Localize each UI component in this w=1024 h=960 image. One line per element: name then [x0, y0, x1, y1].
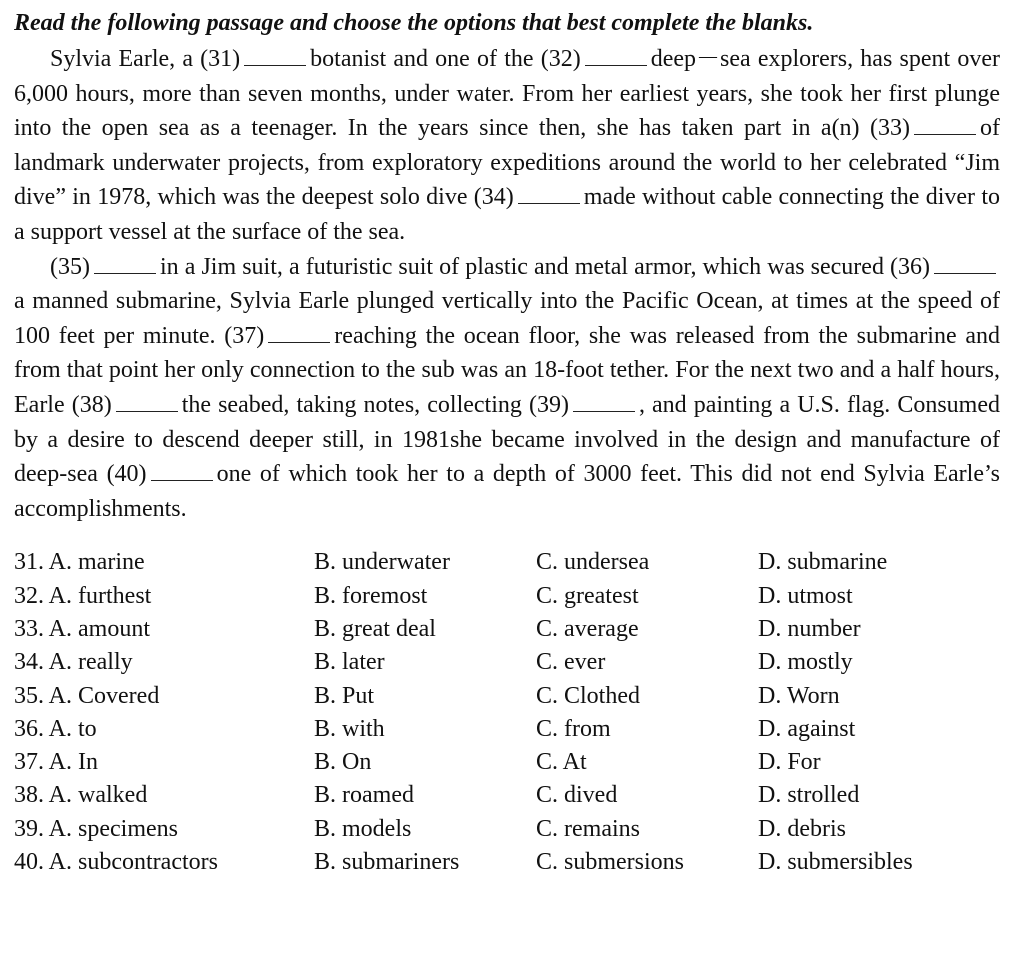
option-b: B. models	[314, 815, 412, 842]
option-row-31	[14, 546, 1000, 579]
option-b: B. Put	[314, 682, 375, 709]
option-row-32	[14, 580, 1000, 613]
option-b: B. with	[314, 715, 385, 742]
option-b: B. later	[314, 649, 385, 676]
option-d: D. mostly	[758, 649, 853, 676]
blank-35	[94, 255, 156, 274]
passage-text: of landmark underwater projects, from exploratory expeditions around the world to her celebrated “Jim dive” in 1978, which was the deepest solo dive (34)	[14, 115, 1000, 211]
passage-text: one of which took her to a depth of 3000 feet. This did not end Sylvia Earle’s accomplishments.	[14, 461, 1000, 522]
option-row-40	[14, 846, 1000, 879]
option-row-33	[14, 613, 1000, 646]
passage-text: in a Jim suit, a futuristic suit of plastic and metal armor, which was secured (36)	[159, 253, 930, 280]
option-row-38	[14, 779, 1000, 812]
option-row-36	[14, 713, 1000, 746]
option-a: 37. A. In	[14, 749, 98, 776]
passage-text: deep－sea explorers, has spent over 6,000 hours, more than seven months, under water. From her earliest years, she took her first plunge into the open sea as a teenager. In the years since then, she has taken part in a(n) (33)	[14, 46, 1000, 142]
option-d: D. submarine	[758, 549, 888, 576]
option-a: 35. A. Covered	[14, 682, 160, 709]
option-a: 34. A. really	[14, 649, 133, 676]
option-row-39	[14, 813, 1000, 846]
option-b: B. roamed	[314, 782, 414, 809]
option-c: C. greatest	[536, 582, 639, 609]
option-d: D. strolled	[758, 782, 860, 809]
passage-text: a manned submarine, Sylvia Earle plunged vertically into the Pacific Ocean, at times at the speed of 100 feet per minute. (37)	[14, 288, 1000, 349]
option-d: D. submersibles	[758, 848, 913, 875]
blank-38	[116, 393, 178, 412]
passage-paragraph-1	[14, 42, 1000, 250]
passage-text: reaching the ocean floor, she was released from the submarine and from that point her only connection to the sub was an 18-foot tether. For the next two and a half hours, Earle (38)	[14, 322, 1001, 418]
option-c: C. Clothed	[536, 682, 641, 709]
option-d: D. Worn	[758, 682, 840, 709]
option-a: 36. A. to	[14, 715, 97, 742]
blank-32	[585, 47, 647, 66]
passage-text: the seabed, taking notes, collecting (39)	[181, 391, 569, 418]
answer-options	[14, 546, 1000, 879]
blank-36	[934, 255, 996, 274]
passage	[14, 42, 1000, 526]
blank-31	[244, 47, 306, 66]
blank-37	[268, 324, 330, 343]
passage-text: made without cable connecting the diver to a support vessel at the surface of the sea.	[14, 184, 1000, 245]
passage-paragraph-2	[14, 250, 1000, 527]
option-d: D. debris	[758, 815, 846, 842]
option-b: B. foremost	[314, 582, 428, 609]
option-c: C. remains	[536, 815, 640, 842]
blank-33	[914, 116, 976, 135]
blank-34	[518, 185, 580, 204]
option-c: C. ever	[536, 649, 606, 676]
option-row-35	[14, 680, 1000, 713]
instruction-heading: Read the following passage and choose the options that best complete the blanks.	[14, 10, 814, 36]
option-d: D. utmost	[758, 582, 853, 609]
option-a: 32. A. furthest	[14, 582, 152, 609]
passage-text: , and painting a U.S. flag. Consumed by a desire to descend deeper still, in 1981she became involved in the design and manufacture of deep-sea (40)	[14, 391, 1000, 488]
passage-text: (35)	[50, 253, 90, 280]
option-row-37	[14, 746, 1000, 779]
option-a: 39. A. specimens	[14, 815, 178, 842]
option-a: 33. A. amount	[14, 615, 150, 642]
option-b: B. great deal	[314, 615, 436, 642]
passage-text: Sylvia Earle, a (31)	[50, 46, 241, 72]
option-b: B. underwater	[314, 549, 450, 576]
option-d: D. against	[758, 715, 856, 742]
option-a: 31. A. marine	[14, 549, 145, 576]
option-d: D. For	[758, 749, 821, 776]
blank-40	[151, 462, 213, 481]
option-d: D. number	[758, 615, 861, 642]
option-a: 38. A. walked	[14, 782, 148, 809]
option-c: C. from	[536, 715, 611, 742]
option-b: B. On	[314, 749, 372, 776]
option-c: C. undersea	[536, 549, 650, 576]
option-b: B. submariners	[314, 848, 460, 875]
passage-text: botanist and one of the (32)	[310, 46, 581, 72]
option-c: C. average	[536, 615, 639, 642]
blank-39	[573, 393, 635, 412]
option-a: 40. A. subcontractors	[14, 848, 218, 875]
option-c: C. submersions	[536, 848, 685, 875]
option-row-34	[14, 646, 1000, 679]
option-c: C. At	[536, 749, 587, 776]
option-c: C. dived	[536, 782, 618, 809]
